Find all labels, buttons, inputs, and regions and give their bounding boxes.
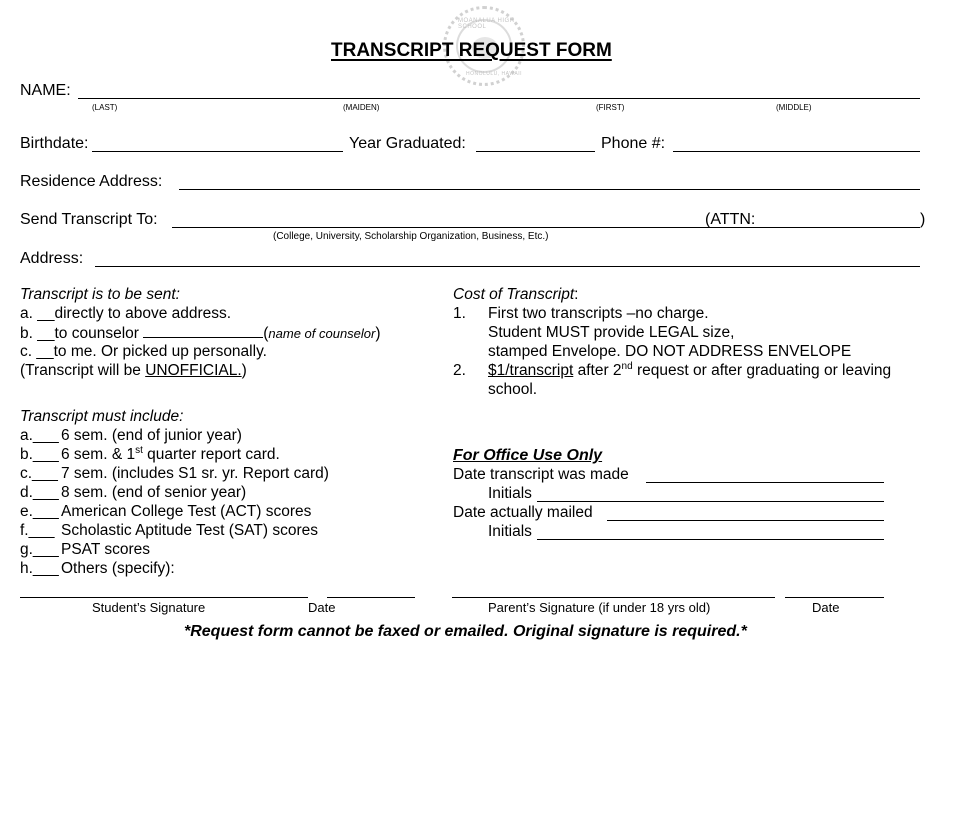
cost-per-transcript: $1/transcript — [488, 362, 574, 379]
sent-heading: Transcript is to be sent: — [20, 286, 180, 303]
date-mailed-field[interactable] — [607, 520, 884, 521]
include-item-text: Others (specify): — [61, 560, 175, 577]
include-item-blank[interactable]: d.___ — [20, 484, 59, 501]
office-use-heading: For Office Use Only — [453, 447, 603, 464]
counselor-hint: name of counselor — [268, 326, 376, 341]
name-sublabel-middle: (MIDDLE) — [776, 103, 812, 112]
counselor-name-field[interactable] — [143, 324, 263, 338]
include-item-blank[interactable]: a.___ — [20, 427, 59, 444]
include-item-text: PSAT scores — [61, 541, 151, 558]
include-item-blank[interactable]: c.___ — [20, 465, 58, 482]
include-heading: Transcript must include: — [20, 408, 184, 425]
residence-address-field[interactable] — [179, 189, 920, 190]
include-item-blank[interactable]: g.___ — [20, 541, 59, 558]
name-field[interactable] — [78, 98, 920, 99]
student-date-field[interactable] — [327, 597, 415, 598]
note-unofficial: UNOFFICIAL. — [145, 362, 242, 379]
initials-2-field[interactable] — [537, 539, 884, 540]
parent-signature-label: Parent’s Signature (if under 18 yrs old) — [488, 600, 711, 615]
name-sublabel-last: (LAST) — [92, 103, 118, 112]
cost-item-2-text-b: request or after graduating or leaving — [632, 362, 892, 379]
date-made-label: Date transcript was made — [453, 466, 629, 483]
sent-option-b-text: b. __to counselor — [20, 325, 144, 342]
address-label: Address: — [20, 250, 84, 267]
include-item-b[interactable] — [20, 446, 280, 464]
seal-text-bottom: HONOLULU, HAWAII — [466, 71, 522, 77]
initials-2-label: Initials — [488, 523, 532, 540]
include-item-blank[interactable]: b.___ — [20, 446, 59, 463]
birthdate-label: Birthdate: — [20, 135, 89, 152]
name-label: NAME: — [20, 82, 71, 99]
year-graduated-field[interactable] — [476, 151, 595, 152]
parent-date-field[interactable] — [785, 597, 884, 598]
include-item-text: 6 sem. & 1 — [61, 446, 136, 463]
cost-item-2-line-2: school. — [488, 381, 538, 398]
year-graduated-label: Year Graduated: — [349, 135, 466, 152]
cost-item-1-line-1: First two transcripts –no charge. — [488, 305, 709, 322]
student-date-label: Date — [308, 600, 336, 615]
send-to-label: Send Transcript To: — [20, 211, 158, 228]
residence-address-label: Residence Address: — [20, 173, 163, 190]
seal-text-top: MOANALUA HIGH SCHOOL — [458, 18, 515, 30]
initials-1-field[interactable] — [537, 501, 884, 502]
include-item-blank[interactable]: e.___ — [20, 503, 59, 520]
include-item-a[interactable] — [20, 427, 242, 445]
cost-item-2-line-1 — [488, 362, 891, 380]
cost-item-1-line-2: Student MUST provide LEGAL size, — [488, 324, 735, 341]
include-item-text-b: quarter report card. — [142, 446, 280, 463]
cost-item-1-line-3: stamped Envelope. DO NOT ADDRESS ENVELOPE — [488, 343, 852, 360]
attn-label: (ATTN: — [705, 211, 756, 228]
cost-item-2-sup: nd — [621, 360, 633, 372]
name-sublabel-first: (FIRST) — [596, 103, 625, 112]
date-mailed-label: Date actually mailed — [453, 504, 593, 521]
include-item-text: 6 sem. (end of junior year) — [61, 427, 242, 444]
include-item-sup: st — [135, 444, 143, 456]
include-item-text: Scholastic Aptitude Test (SAT) scores — [61, 522, 319, 539]
include-item-d[interactable] — [20, 484, 246, 502]
parent-date-label: Date — [812, 600, 840, 615]
include-item-e[interactable] — [20, 503, 311, 521]
date-made-field[interactable] — [646, 482, 884, 483]
sent-option-b[interactable] — [20, 324, 381, 343]
include-item-blank[interactable]: f.___ — [20, 522, 55, 539]
page-title: TRANSCRIPT REQUEST FORM — [331, 40, 612, 61]
include-item-text: 7 sem. (includes S1 sr. yr. Report card) — [61, 465, 329, 482]
send-to-field[interactable] — [172, 227, 920, 228]
sent-option-a[interactable]: a. __directly to above address. — [20, 305, 232, 322]
phone-field[interactable] — [673, 151, 920, 152]
cost-item-2-number: 2. — [453, 362, 466, 379]
cost-heading-colon: : — [574, 286, 579, 303]
include-item-text: 8 sem. (end of senior year) — [61, 484, 247, 501]
student-signature-label: Student’s Signature — [92, 600, 206, 615]
initials-1-label: Initials — [488, 485, 532, 502]
unofficial-note — [20, 362, 247, 380]
cost-item-1-number: 1. — [453, 305, 466, 322]
include-item-h[interactable] — [20, 560, 175, 578]
note-prefix: (Transcript will be — [20, 362, 146, 379]
include-item-text: American College Test (ACT) scores — [61, 503, 312, 520]
cost-heading-text: Cost of Transcript — [453, 286, 575, 303]
cost-heading — [453, 286, 578, 304]
cost-item-2-text-a: after 2 — [573, 362, 622, 379]
phone-label: Phone #: — [601, 135, 666, 152]
include-item-f[interactable] — [20, 522, 318, 540]
sent-option-c[interactable]: c. __to me. Or picked up personally. — [20, 343, 267, 360]
footer-notice: *Request form cannot be faxed or emailed. Original signature is required.* — [184, 623, 747, 640]
include-item-c[interactable] — [20, 465, 329, 483]
paren-open: ( — [263, 325, 269, 342]
send-to-hint: (College, University, Scholarship Organization, Business, Etc.) — [273, 231, 549, 242]
parent-signature-field[interactable] — [452, 597, 775, 598]
attn-close-paren: ) — [920, 211, 926, 228]
student-signature-field[interactable] — [20, 597, 308, 598]
note-suffix: ) — [241, 362, 247, 379]
include-item-g[interactable] — [20, 541, 150, 559]
include-item-blank[interactable]: h.___ — [20, 560, 59, 577]
birthdate-field[interactable] — [92, 151, 343, 152]
name-sublabel-maiden: (MAIDEN) — [343, 103, 380, 112]
paren-close: ) — [375, 325, 381, 342]
address-field[interactable] — [95, 266, 920, 267]
